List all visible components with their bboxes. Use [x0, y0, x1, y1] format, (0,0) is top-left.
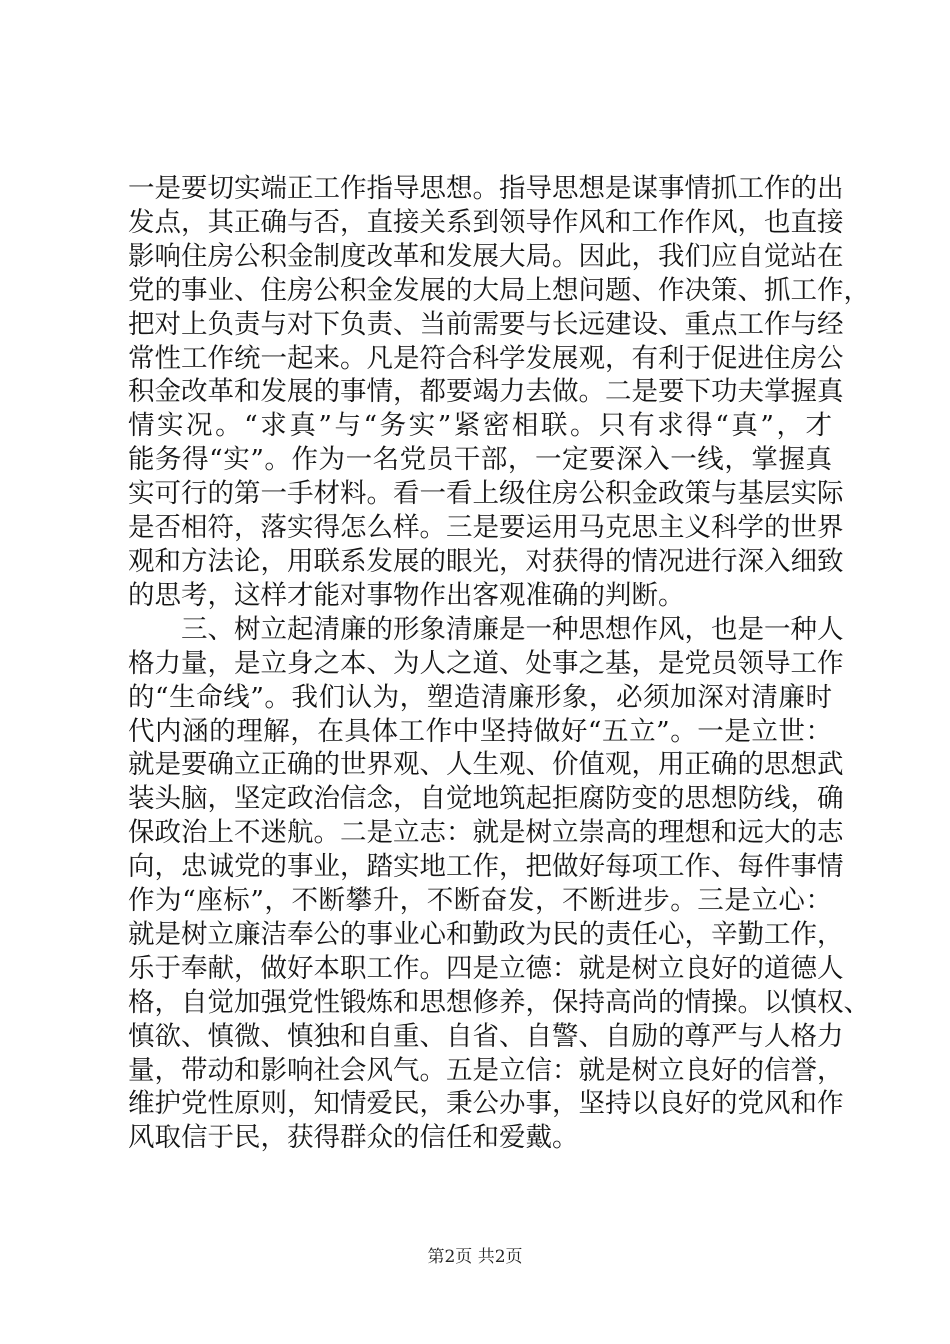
text-line: 作为“座标”，不断攀升，不断奋发，不断进步。三是立心：: [128, 885, 832, 917]
text-line: 格，自觉加强党性锻炼和思想修养，保持高尚的情操。以慎权、: [128, 986, 870, 1018]
text-line: 影响住房公积金制度改革和发展大局。因此，我们应自觉站在: [128, 240, 844, 272]
text-line: 风取信于民，获得群众的信任和爱戴。: [128, 1122, 579, 1154]
text-line: 的思考，这样才能对事物作出客观准确的判断。: [128, 579, 685, 611]
text-line: 发点，其正确与否，直接关系到领导作风和工作作风，也直接: [128, 206, 844, 238]
text-line: 代内涵的理解，在具体工作中坚持做好“五立”。一是立世：: [128, 715, 832, 747]
text-line: 向，忠诚党的事业，踏实地工作，把做好每项工作、每件事情: [128, 851, 844, 883]
text-line: 把对上负责与对下负责、当前需要与长远建设、重点工作与经: [128, 308, 844, 340]
text-line: 就是要确立正确的世界观、人生观、价值观，用正确的思想武: [128, 749, 844, 781]
text-line: 实可行的第一手材料。看一看上级住房公积金政策与基层实际: [128, 478, 844, 510]
page-footer: 第2页 共2页: [427, 1247, 523, 1267]
text-line: 就是树立廉洁奉公的事业心和勤政为民的责任心，辛勤工作，: [128, 918, 844, 950]
text-line: 情实况。“求真”与“务实”紧密相联。只有求得“真”，才: [128, 410, 832, 442]
text-line: 乐于奉献，做好本职工作。四是立德：就是树立良好的道德人: [128, 952, 844, 984]
text-line: 的“生命线”。我们认为，塑造清廉形象，必须加深对清廉时: [128, 681, 832, 713]
text-line: 量，带动和影响社会风气。五是立信：就是树立良好的信誉，: [128, 1054, 844, 1086]
text-line: 观和方法论，用联系发展的眼光，对获得的情况进行深入细致: [128, 545, 844, 577]
text-line: 维护党性原则，知情爱民，秉公办事，坚持以良好的党风和作: [128, 1088, 844, 1120]
text-line: 常性工作统一起来。凡是符合科学发展观，有利于促进住房公: [128, 342, 844, 374]
document-body: [128, 172, 870, 1155]
text-line: 格力量，是立身之本、为人之道、处事之基，是党员领导工作: [128, 647, 844, 679]
text-line: 党的事业、住房公积金发展的大局上想问题、作决策、抓工作，: [128, 274, 870, 306]
text-line: 能务得“实”。作为一名党员干部，一定要深入一线，掌握真: [128, 444, 832, 476]
text-line: 保政治上不迷航。二是立志：就是树立崇高的理想和远大的志: [128, 817, 844, 849]
text-line: 是否相符，落实得怎么样。三是要运用马克思主义科学的世界: [128, 512, 844, 544]
text-line: 装头脑，坚定政治信念，自觉地筑起拒腐防变的思想防线，确: [128, 783, 844, 815]
text-line: 一是要切实端正工作指导思想。指导思想是谋事情抓工作的出: [128, 173, 844, 204]
text-line: 三、树立起清廉的形象清廉是一种思想作风，也是一种人: [181, 613, 844, 645]
text-line: 积金改革和发展的事情，都要竭力去做。二是要下功夫掌握真: [128, 376, 844, 408]
text-line: 慎欲、慎微、慎独和自重、自省、自警、自励的尊严与人格力: [128, 1020, 844, 1052]
